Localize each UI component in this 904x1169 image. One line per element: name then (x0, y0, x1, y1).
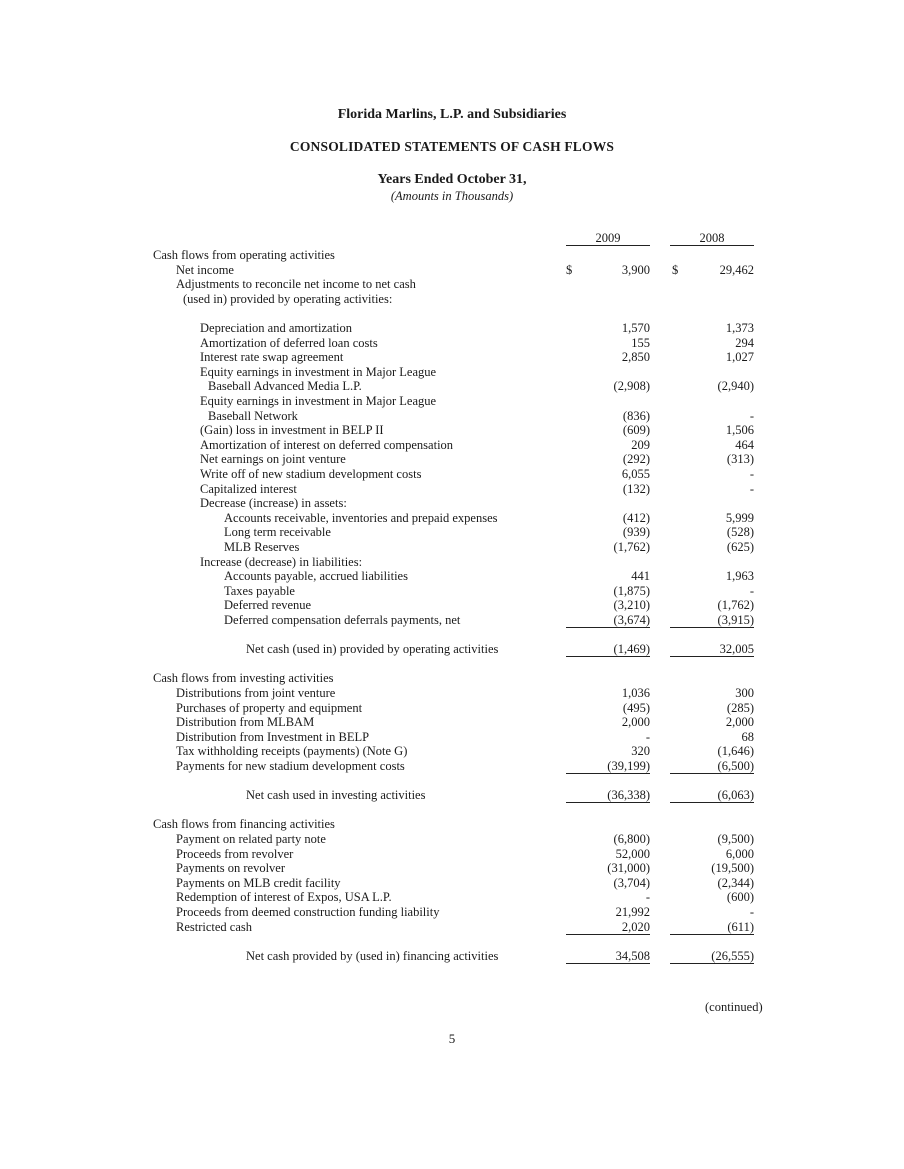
table-row (0, 540, 904, 554)
value-2009: (495) (622, 700, 650, 715)
table-row (0, 686, 904, 700)
units-note: (Amounts in Thousands) (390, 189, 514, 203)
value-2009: 155 (631, 335, 650, 350)
table-row (0, 438, 904, 452)
table-row (0, 671, 904, 685)
company-name: Florida Marlins, L.P. and Subsidiaries (337, 107, 567, 122)
value-2008: (600) (726, 890, 754, 905)
value-2009: (132) (622, 481, 650, 496)
row-label: Distribution from MLBAM (176, 715, 315, 730)
table-row (0, 642, 904, 656)
table-row (0, 788, 904, 802)
period-heading: Years Ended October 31, (377, 172, 527, 187)
table-row (0, 379, 904, 393)
row-label: Distributions from joint venture (176, 686, 336, 700)
table-row (0, 423, 904, 437)
value-2008: (611) (670, 920, 754, 935)
table-row (0, 525, 904, 539)
value-2008: - (749, 583, 754, 598)
value-2009: (3,674) (566, 613, 650, 628)
row-label: Capitalized interest (200, 481, 297, 496)
value-2008: 1,373 (725, 321, 754, 335)
table-row (0, 847, 904, 861)
row-label: Increase (decrease) in liabilities: (200, 554, 363, 569)
value-2009: (1,469) (566, 642, 650, 657)
value-2009: 441 (631, 569, 650, 584)
value-2008: 32,005 (670, 642, 754, 657)
value-2008: (313) (726, 452, 754, 467)
table-row (0, 482, 904, 496)
row-label: Baseball Network (208, 408, 298, 423)
row-label: Cash flows from operating activities (153, 248, 335, 262)
row-label: Cash flows from financing activities (153, 817, 335, 832)
value-2009: (939) (622, 525, 650, 540)
value-2008: 1,506 (725, 423, 754, 438)
row-label: Distribution from Investment in BELP (176, 729, 370, 744)
table-row (0, 467, 904, 481)
value-2009: (1,875) (613, 583, 650, 598)
value-2008: - (749, 481, 754, 496)
table-row (0, 365, 904, 379)
value-2009: (3,210) (613, 598, 650, 613)
column-header-2009: 2009 (566, 231, 650, 246)
value-2008: (2,940) (717, 379, 754, 394)
table-row (0, 263, 904, 277)
table-row (0, 744, 904, 758)
table-row (0, 598, 904, 612)
value-2008: (19,500) (711, 861, 754, 876)
table-row (0, 584, 904, 598)
row-label: Amortization of interest on deferred compensation (200, 437, 454, 452)
row-label: Decrease (increase) in assets: (200, 496, 347, 511)
value-2009: 2,020 (566, 920, 650, 935)
value-2009: (3,704) (613, 875, 650, 890)
value-2009: 34,508 (566, 949, 650, 964)
value-2009: 3,900 (621, 262, 650, 277)
row-label: Tax withholding receipts (payments) (Note G) (176, 744, 408, 759)
row-label: Proceeds from deemed construction funding liability (176, 905, 440, 919)
table-row (0, 511, 904, 525)
row-label: Net cash (used in) provided by operating activities (246, 642, 499, 657)
table-row (0, 890, 904, 904)
row-label: (used in) provided by operating activities: (183, 291, 393, 306)
table-row (0, 715, 904, 729)
value-2009: - (645, 729, 650, 744)
table-row (0, 759, 904, 773)
row-label: Net earnings on joint venture (200, 452, 346, 467)
row-label: Cash flows from investing activities (153, 671, 334, 686)
row-label: Taxes payable (224, 583, 295, 598)
table-row (0, 336, 904, 350)
row-label: Net income (176, 262, 234, 277)
row-label: MLB Reserves (224, 540, 300, 554)
table-row (0, 496, 904, 510)
value-2008: (6,500) (670, 759, 754, 774)
row-label: Payments on revolver (176, 861, 286, 876)
row-label: Net cash used in investing activities (246, 788, 426, 803)
value-2008: 68 (741, 729, 754, 744)
row-label: Write off of new stadium development costs (200, 467, 422, 481)
value-2009: (836) (622, 408, 650, 423)
value-2008: 1,963 (725, 569, 754, 584)
dollar-sign-2008: $ (672, 262, 679, 277)
column-header-2008: 2008 (670, 231, 754, 246)
value-2009: (609) (622, 423, 650, 438)
value-2009: (292) (622, 452, 650, 467)
value-2008: 5,999 (725, 510, 754, 525)
table-row (0, 817, 904, 831)
page-number: 5 (448, 1031, 456, 1046)
row-label: Purchases of property and equipment (176, 700, 363, 715)
value-2009: (39,199) (566, 759, 650, 774)
value-2008: (285) (726, 700, 754, 715)
value-2008: - (749, 408, 754, 423)
table-row (0, 350, 904, 364)
row-label: Net cash provided by (used in) financing activities (246, 948, 499, 963)
value-2008: (26,555) (670, 949, 754, 964)
value-2008: 2,000 (725, 715, 754, 730)
table-row (0, 569, 904, 583)
value-2008: - (749, 467, 754, 481)
value-2008: 464 (735, 437, 754, 452)
value-2008: (2,344) (717, 875, 754, 890)
row-label: (Gain) loss in investment in BELP II (200, 423, 384, 438)
value-2008: 294 (735, 335, 754, 350)
value-2008: 29,462 (719, 262, 754, 277)
row-label: Payment on related party note (176, 832, 326, 846)
table-row (0, 277, 904, 291)
value-2009: (1,762) (613, 540, 650, 554)
table-row (0, 861, 904, 875)
table-row (0, 876, 904, 890)
value-2009: 2,000 (621, 715, 650, 730)
value-2008: (9,500) (717, 832, 754, 846)
row-label: Accounts payable, accrued liabilities (224, 569, 408, 584)
row-label: Deferred compensation deferrals payments, net (224, 613, 461, 627)
row-label: Long term receivable (224, 525, 331, 540)
value-2008: (528) (726, 525, 754, 540)
table-row (0, 321, 904, 335)
value-2009: - (645, 890, 650, 905)
value-2009: 2,850 (621, 350, 650, 365)
continued-note: (continued) (705, 1000, 763, 1014)
table-row (0, 248, 904, 262)
table-row (0, 409, 904, 423)
table-row (0, 920, 904, 934)
value-2009: 21,992 (615, 905, 650, 919)
table-row (0, 701, 904, 715)
row-label: Interest rate swap agreement (200, 350, 344, 365)
row-label: Deferred revenue (224, 598, 312, 613)
value-2008: (1,762) (717, 598, 754, 613)
row-label: Restricted cash (176, 919, 253, 934)
table-row (0, 832, 904, 846)
table-row (0, 452, 904, 466)
value-2008: (3,915) (670, 613, 754, 628)
value-2009: (36,338) (566, 788, 650, 803)
row-label: Payments for new stadium development costs (176, 759, 405, 773)
value-2009: 52,000 (615, 846, 650, 861)
row-label: Equity earnings in investment in Major League (200, 364, 437, 379)
value-2008: (6,063) (670, 788, 754, 803)
value-2009: (6,800) (613, 832, 650, 846)
value-2009: (412) (622, 510, 650, 525)
row-label: Proceeds from revolver (176, 846, 294, 861)
table-row (0, 555, 904, 569)
table-row (0, 292, 904, 306)
value-2009: (31,000) (607, 861, 650, 876)
row-label: Accounts receivable, inventories and prepaid expenses (224, 510, 498, 525)
value-2008: 1,027 (725, 350, 754, 365)
value-2009: 209 (631, 437, 650, 452)
statement-title: CONSOLIDATED STATEMENTS OF CASH FLOWS (289, 139, 615, 154)
table-row (0, 613, 904, 627)
table-row (0, 949, 904, 963)
table-row (0, 394, 904, 408)
value-2009: 1,036 (621, 686, 650, 700)
row-label: Equity earnings in investment in Major League (200, 394, 437, 408)
table-row (0, 730, 904, 744)
value-2009: (2,908) (613, 379, 650, 394)
row-label: Baseball Advanced Media L.P. (208, 379, 362, 394)
value-2008: (1,646) (717, 744, 754, 759)
value-2009: 1,570 (621, 321, 650, 335)
value-2009: 6,055 (621, 467, 650, 481)
value-2009: 320 (631, 744, 650, 759)
row-label: Amortization of deferred loan costs (200, 335, 378, 350)
value-2008: - (749, 905, 754, 919)
value-2008: (625) (726, 540, 754, 554)
row-label: Payments on MLB credit facility (176, 875, 341, 890)
dollar-sign-2009: $ (566, 262, 573, 277)
row-label: Adjustments to reconcile net income to net cash (176, 277, 416, 292)
value-2008: 300 (735, 686, 754, 700)
row-label: Depreciation and amortization (200, 321, 353, 335)
value-2008: 6,000 (725, 846, 754, 861)
row-label: Redemption of interest of Expos, USA L.P. (176, 890, 392, 905)
table-row (0, 905, 904, 919)
